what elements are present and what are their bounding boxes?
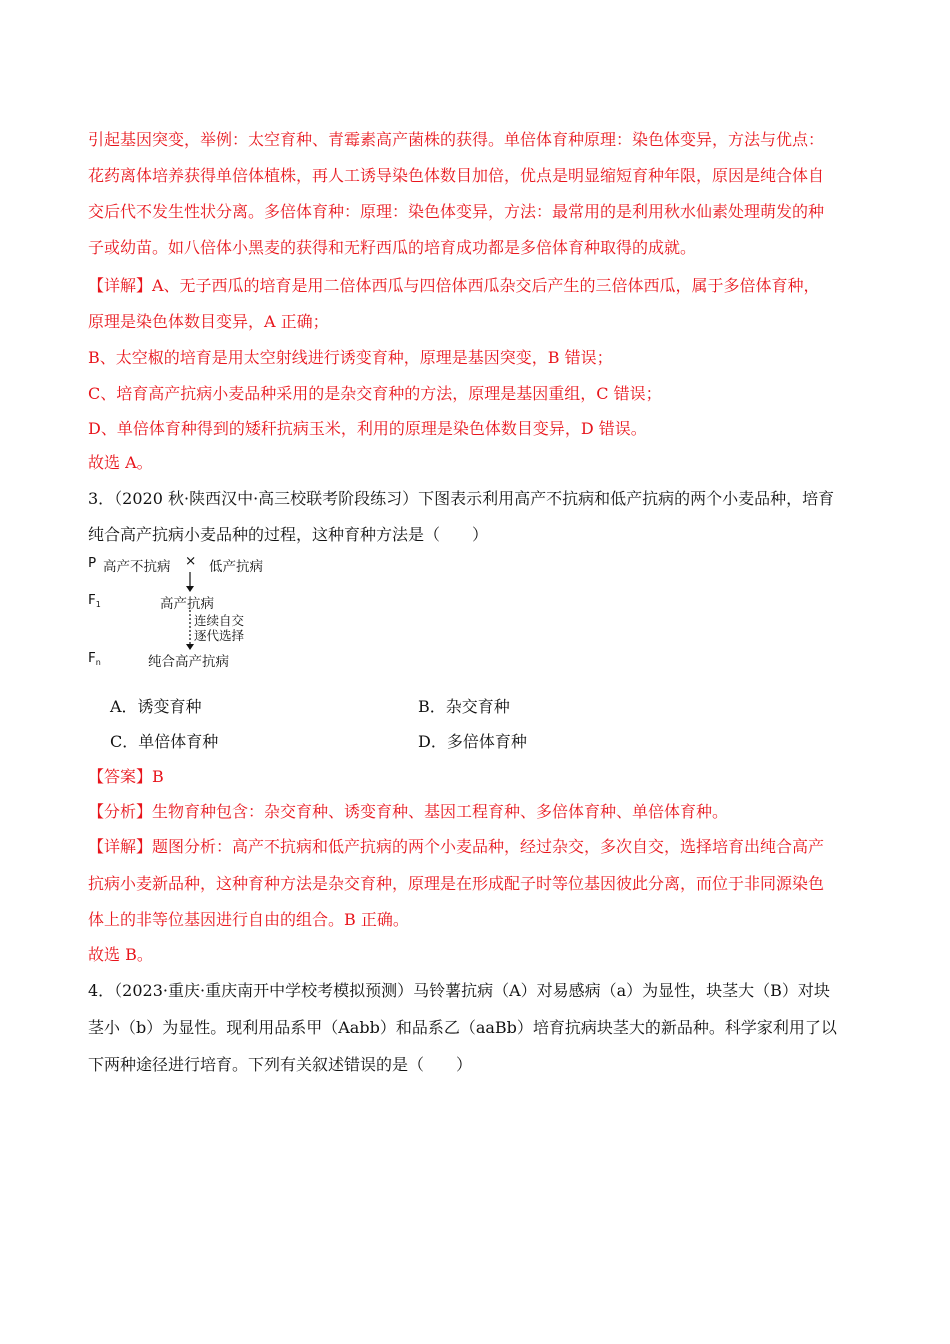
conclusion: 故选 A。 bbox=[88, 453, 153, 472]
explanation-line: 引起基因突变，举例：太空育种、青霉素高产菌株的获得。单倍体育种原理：染色体变异，方法与优点： bbox=[88, 130, 825, 149]
explanation-line: 子或幼苗。如八倍体小黑麦的获得和无籽西瓜的培育成功都是多倍体育种取得的成就。 bbox=[88, 238, 697, 257]
option-c[interactable]: C．单倍体育种 bbox=[110, 732, 219, 751]
detail-line: 体上的非等位基因进行自由的组合。B 正确。 bbox=[88, 910, 409, 929]
detail-line: 【详解】A、无子西瓜的培育是用二倍体西瓜与四倍体西瓜杂交后产生的三倍体西瓜，属于多倍体育种， bbox=[88, 276, 820, 295]
parent-1: 高产不抗病 bbox=[103, 559, 171, 575]
question-stem: 3．（2020 秋·陕西汉中·高三校联考阶段练习）下图表示利用高产不抗病和低产抗病的两个小麦品种，培育 bbox=[88, 489, 835, 508]
fn-label: $F_n$ bbox=[88, 650, 101, 667]
question-stem: 下两种途径进行培育。下列有关叙述错误的是（ ） bbox=[88, 1055, 473, 1074]
detail-line: D、单倍体育种得到的矮秆抗病玉米，利用的原理是染色体数目变异，D 错误。 bbox=[88, 419, 647, 438]
analysis: 【分析】生物育种包含：杂交育种、诱变育种、基因工程育种、多倍体育种、单倍体育种。 bbox=[88, 802, 729, 821]
detail-line: 原理是染色体数目变异，A 正确； bbox=[88, 312, 329, 331]
step-label: 逐代选择 bbox=[194, 628, 245, 643]
detail-line: 【详解】题图分析：高产不抗病和低产抗病的两个小麦品种，经过杂交，多次自交，选择培育出纯合高产 bbox=[88, 837, 825, 856]
option-b[interactable]: B．杂交育种 bbox=[418, 697, 510, 716]
cross-symbol: × bbox=[185, 553, 197, 569]
question-stem: 纯合高产抗病小麦品种的过程，这种育种方法是（ ） bbox=[88, 525, 489, 544]
answer: 【答案】B bbox=[88, 767, 164, 786]
fn-phenotype: 纯合高产抗病 bbox=[148, 654, 229, 670]
f1-phenotype: 高产抗病 bbox=[160, 596, 214, 612]
detail-line: B、太空椒的培育是用太空射线进行诱变育种，原理是基因突变，B 错误； bbox=[88, 348, 613, 367]
detail-line: C、培育高产抗病小麦品种采用的是杂交育种的方法，原理是基因重组，C 错误； bbox=[88, 384, 662, 403]
question-stem: 茎小（b）为显性。现利用品系甲（Aabb）和品系乙（aaBb）培育抗病块茎大的新品种。科学家利用了以 bbox=[88, 1018, 837, 1037]
option-d[interactable]: D．多倍体育种 bbox=[418, 732, 527, 751]
question-stem: 4．（2023·重庆·重庆南开中学校考模拟预测）马铃薯抗病（A）对易感病（a）为显性，块茎大（B）对块 bbox=[88, 981, 830, 1000]
explanation-line: 花药离体培养获得单倍体植株，再人工诱导染色体数目加倍，优点是明显缩短育种年限，原因是纯合体自 bbox=[88, 166, 825, 185]
option-a[interactable]: A．诱变育种 bbox=[110, 697, 202, 716]
explanation-line: 交后代不发生性状分离。多倍体育种：原理：染色体变异，方法：最常用的是利用秋水仙素处理萌发的种 bbox=[88, 202, 825, 221]
parent-2: 低产抗病 bbox=[209, 559, 263, 575]
p-generation-label: P bbox=[88, 555, 97, 571]
conclusion: 故选 B。 bbox=[88, 945, 153, 964]
detail-line: 抗病小麦新品种，这种育种方法是杂交育种，原理是在形成配子时等位基因彼此分离，而位于非同源染色 bbox=[88, 874, 825, 893]
step-label: 连续自交 bbox=[194, 613, 245, 628]
f1-label: $F_1$ bbox=[88, 592, 101, 609]
